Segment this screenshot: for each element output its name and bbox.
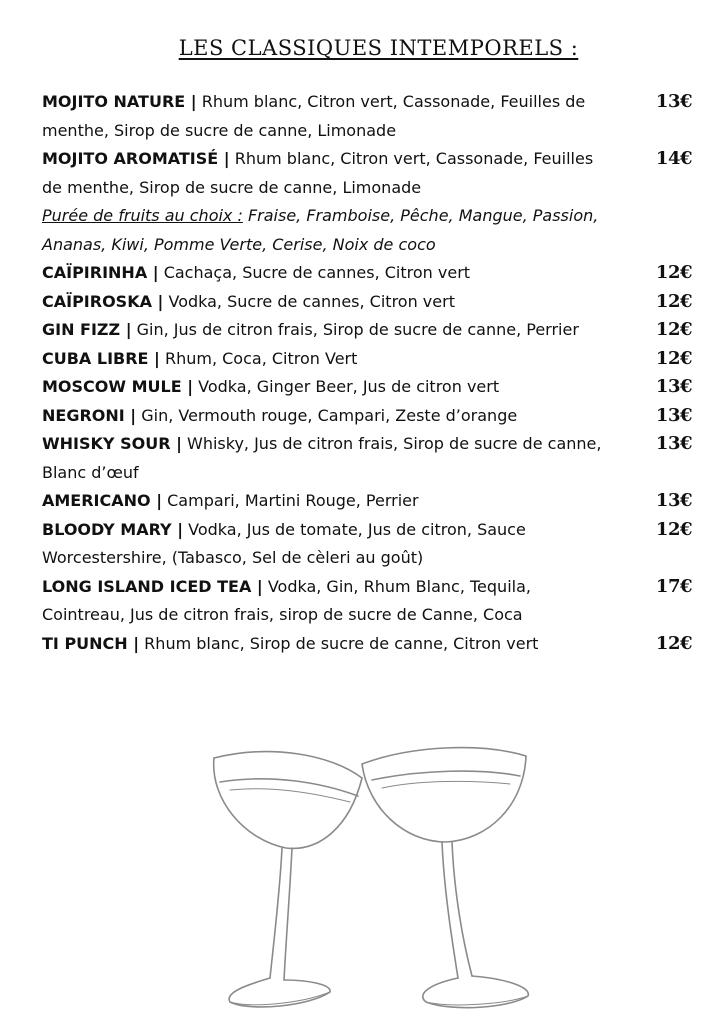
menu-item (42, 259, 692, 288)
right-coupe-glass (362, 748, 528, 1008)
item-description: Vodka, Sucre de cannes, Citron vert (163, 291, 455, 311)
item-price: 13€ (655, 376, 692, 397)
fruit-puree-label: Purée de fruits au choix : (42, 206, 243, 225)
menu-item (42, 316, 692, 345)
menu-item (42, 573, 692, 630)
item-description: Rhum, Coca, Citron Vert (159, 348, 358, 368)
item-description: Vodka, Jus de tomate, Jus de citron, Sauce Worcestershire, (Tabasco, Sel de cèleri au goût) (42, 519, 526, 567)
item-name: MOSCOW MULE | (42, 377, 194, 396)
menu-item (42, 430, 692, 487)
item-price: 17€ (655, 575, 692, 597)
fruit-puree-options (42, 202, 612, 259)
item-price: 12€ (655, 518, 692, 540)
item-price: 13€ (655, 490, 692, 511)
menu-item (42, 402, 692, 431)
item-name: BLOODY MARY | (42, 519, 184, 539)
item-name: GIN FIZZ | (42, 320, 132, 339)
menu-item (42, 145, 692, 259)
item-name: MOJITO NATURE | (42, 92, 197, 111)
left-coupe-glass (214, 752, 362, 1007)
item-description: Rhum blanc, Citron vert, Cassonade, Feuilles de menthe, Sirop de sucre de canne, Limonade (42, 92, 586, 140)
item-name: AMERICANO | (42, 491, 163, 510)
item-description: Vodka, Ginger Beer, Jus de citron vert (193, 377, 500, 396)
item-name: MOJITO AROMATISÉ | (42, 149, 230, 168)
cocktail-menu (42, 88, 692, 658)
item-description: Cachaça, Sucre de cannes, Citron vert (158, 263, 471, 282)
item-price: 12€ (655, 347, 692, 369)
item-description: Whisky, Jus de citron frais, Sirop de sucre de canne, Blanc d’œuf (42, 434, 602, 482)
item-price: 12€ (655, 290, 692, 312)
menu-item (42, 288, 692, 317)
item-description: Gin, Vermouth rouge, Campari, Zeste d’orange (136, 405, 518, 425)
item-price: 13€ (655, 404, 692, 426)
item-price: 14€ (655, 148, 692, 169)
item-price: 12€ (655, 262, 692, 283)
item-description: Vodka, Gin, Rhum Blanc, Tequila, Cointreau, Jus de citron frais, sirop de sucre de Canne, Coca (42, 576, 531, 624)
menu-item (42, 516, 692, 573)
item-description: Rhum blanc, Sirop de sucre de canne, Citron vert (139, 633, 539, 653)
item-price: 12€ (655, 632, 692, 654)
menu-item (42, 630, 692, 659)
item-name: WHISKY SOUR | (42, 434, 182, 453)
item-price: 13€ (655, 91, 692, 112)
item-name: NEGRONI | (42, 405, 137, 425)
menu-item (42, 345, 692, 374)
item-description: Rhum blanc, Citron vert, Cassonade, Feuilles de menthe, Sirop de sucre de canne, Limonade (42, 149, 594, 197)
item-name: CAÏPIRINHA | (42, 263, 159, 282)
item-price: 12€ (655, 319, 692, 340)
champagne-coupes-toast-icon (190, 730, 560, 1020)
menu-item (42, 88, 692, 145)
page-title: LES CLASSIQUES INTEMPORELS : (178, 36, 579, 61)
item-name: CUBA LIBRE | (42, 348, 160, 368)
item-price: 13€ (655, 433, 692, 454)
menu-item (42, 487, 692, 516)
item-name: TI PUNCH | (42, 633, 140, 653)
item-name: CAÏPIROSKA | (42, 291, 164, 311)
item-description: Gin, Jus de citron frais, Sirop de sucre de canne, Perrier (131, 320, 579, 339)
menu-item (42, 373, 692, 402)
item-name: LONG ISLAND ICED TEA | (42, 576, 263, 596)
item-description: Campari, Martini Rouge, Perrier (162, 491, 419, 510)
fruit-puree-list: Fraise, Framboise, Pêche, Mangue, Passion, Ananas, Kiwi, Pomme Verte, Cerise, Noix de coco (42, 206, 599, 254)
